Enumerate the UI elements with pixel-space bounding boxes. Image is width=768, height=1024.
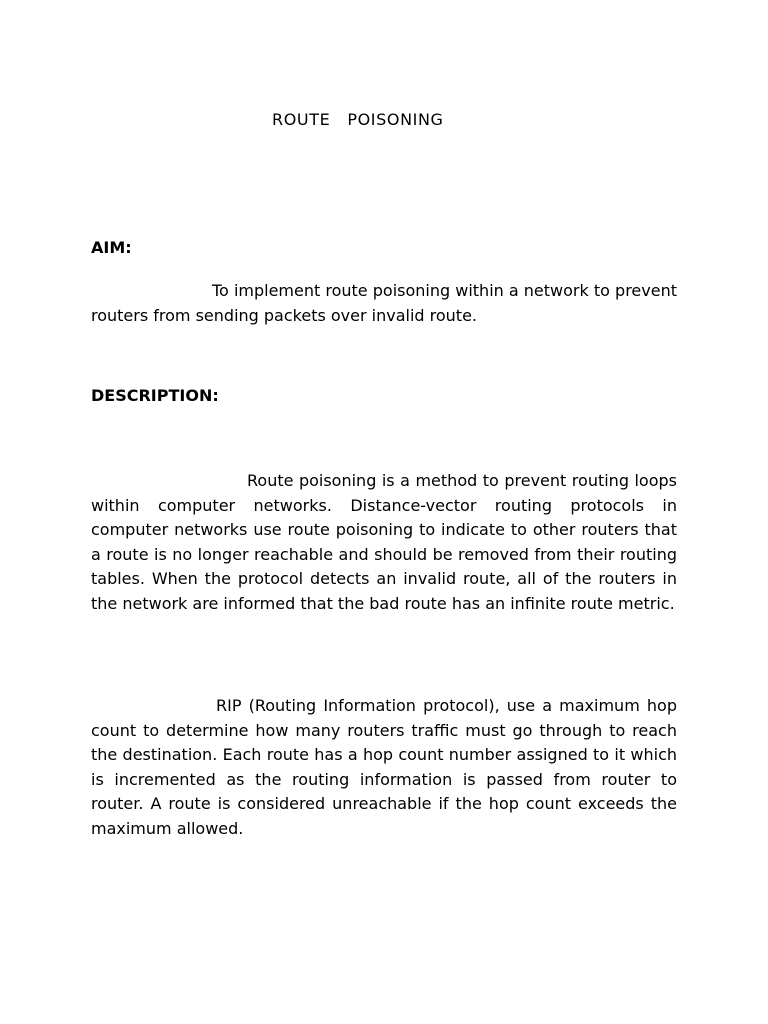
document-title: ROUTE POISONING	[272, 110, 444, 129]
description-paragraph-1: Route poisoning is a method to prevent routing loops within computer networks. Distance-vector routing protocols in computer networks use route poisoning to indicate to other routers that a route is no longer reachable and should be removed from their routing tables. When the protocol detects an invalid route, all of the routers in the network are informed that the bad route has an infinite route metric.	[91, 471, 677, 613]
description-heading: DESCRIPTION:	[91, 386, 219, 405]
aim-heading: AIM:	[91, 238, 132, 257]
aim-paragraph: To implement route poisoning within a network to prevent routers from sending packets over invalid route.	[91, 281, 677, 325]
description-paragraph-2: RIP (Routing Information protocol), use a maximum hop count to determine how many routers traffic must go through to reach the destination. Each route has a hop count number assigned to it which is incremented as the routing information is passed from router to router. A route is considered unreachable if the hop count exceeds the maximum allowed.	[91, 696, 677, 838]
